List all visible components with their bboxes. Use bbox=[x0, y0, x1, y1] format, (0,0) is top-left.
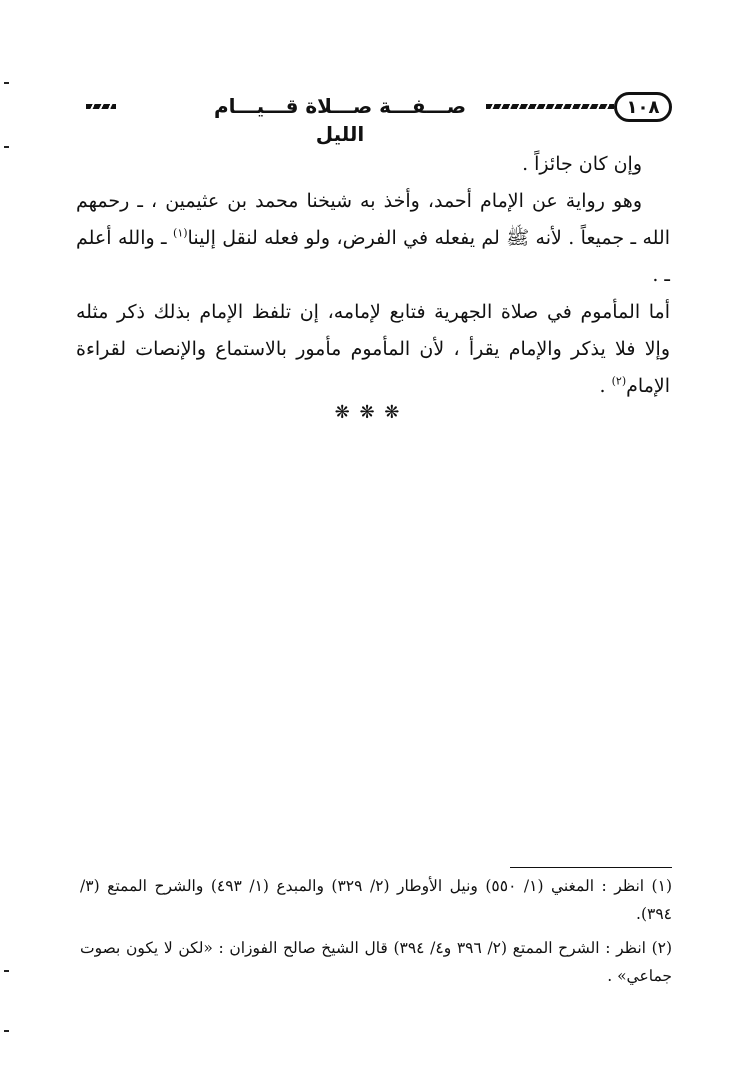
footnote: (١) انظر : المغني (١/ ٥٥٠) ونيل الأوطار (٢/ ٣٢٩) والمبدع (١/ ٤٩٣) والشرح الممتع (٣/ ٣٩٤). bbox=[80, 877, 672, 923]
header-ornament-left bbox=[86, 104, 116, 109]
header-ornament-right bbox=[486, 104, 614, 109]
paragraph-text: . bbox=[599, 375, 612, 397]
paragraph-text: أما المأموم في صلاة الجهرية فتابع لإمامه، إن تلفظ الإمام بذلك ذكر مثله وإلا فلا يذكر والإمام يقرأ ، لأن المأموم مأمور بالاستماع والإنصات لقراءة الإمام bbox=[76, 301, 670, 397]
footnote-rule bbox=[510, 867, 672, 868]
scan-speck bbox=[4, 146, 9, 148]
main-text bbox=[76, 146, 670, 405]
footnote-ref: (١) bbox=[173, 226, 188, 240]
page-header bbox=[86, 92, 672, 146]
paragraph-text: ـ والله أعلم ـ . bbox=[76, 227, 670, 286]
footnote-ref: (٢) bbox=[611, 374, 627, 388]
scan-speck bbox=[4, 82, 9, 84]
running-title: صـــفـــة صـــلاة قـــيـــام الليل bbox=[213, 94, 467, 146]
paragraph-text: وهو رواية عن الإمام أحمد، وأخذ به شيخنا محمد بن عثيمين ، ـ رحمهم الله ـ جميعاً . لأنه ﷺ لم يفعله في الفرض، ولو فعله لنقل إلينا bbox=[76, 190, 670, 249]
scan-speck bbox=[4, 970, 9, 972]
paragraph: وإن كان جائزاً . bbox=[522, 153, 642, 175]
scan-speck bbox=[4, 1030, 9, 1032]
footnotes bbox=[80, 872, 672, 996]
section-separator: ❋ ❋ ❋ bbox=[334, 402, 402, 423]
paragraph bbox=[76, 183, 670, 294]
footnote: (٢) انظر : الشرح الممتع (٢/ ٣٩٦ و٤/ ٣٩٤) قال الشيخ صالح الفوزان : «لكن لا يكون بصوت جماعي» . bbox=[80, 939, 673, 985]
page-number: ١٠٨ bbox=[614, 92, 672, 122]
paragraph bbox=[76, 294, 670, 405]
